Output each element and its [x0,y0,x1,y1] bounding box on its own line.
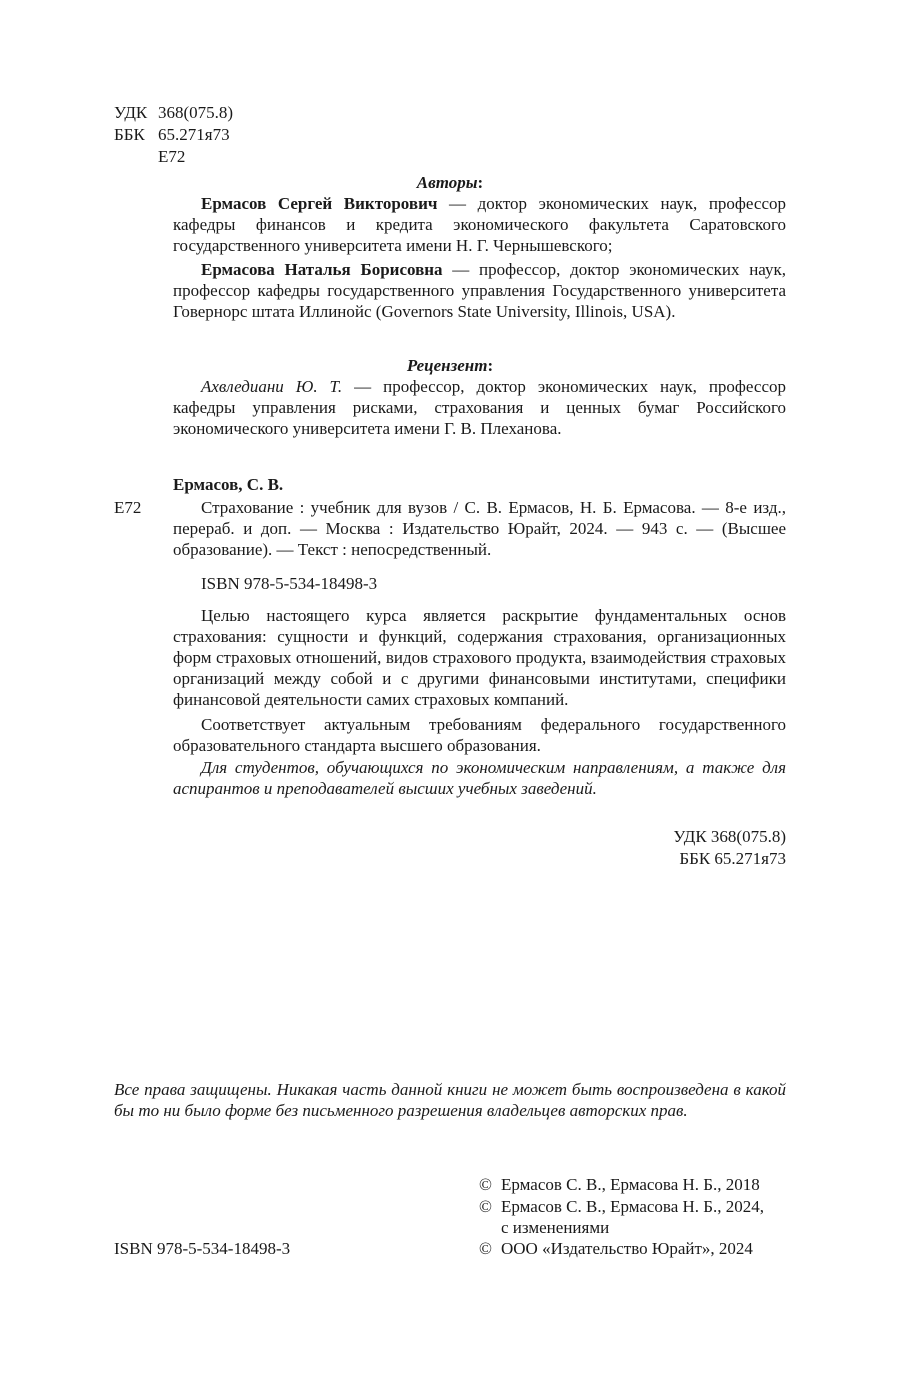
authors-heading [114,172,786,193]
catalog-isbn: ISBN 978-5-534-18498-3 [201,574,378,593]
reviewer-entry [173,376,786,439]
annotation-paragraph-1: Целью настоящего курса является раскрытие фундаментальных основ страхования: сущности и функций, содержания страхования, организационных форм страховых отношений, видов страхового продукта, взаимодействия страховых организаций между собой и с другими финансовыми институтами, специфики финансовой деятельности самих страховых компаний. [173,606,786,709]
copyright-line-1: Ермасов С. В., Ермасова Н. Б., 2018 [501,1175,760,1194]
bbk-label: ББК [114,125,145,144]
catalog-description: Страхование : учебник для вузов / С. В. Ермасов, Н. Б. Ермасова. — 8-е изд., перераб. и доп. — Москва : Издательство Юрайт, 2024. — 943 с. — (Высшее образование). — Текст : непосредственный. [173,498,786,559]
udk-value: 368(075.8) [158,103,234,122]
author-entry-2 [173,259,786,322]
annotation-paragraph-3: Для студентов, обучающихся по экономическим направлениям, а также для аспирантов и преподавателей высших учебных заведений. [173,758,786,798]
bottom-bbk: ББК 65.271я73 [679,849,786,868]
author-name-2: Ермасова Наталья Борисовна [201,260,443,279]
authors-heading-text: Авторы [416,173,478,192]
reviewer-heading-text: Рецензент [406,356,488,375]
authors-heading-colon: : [477,173,484,192]
copyright-symbol-2: © [479,1197,492,1216]
copyright-line-2: Ермасов С. В., Ермасова Н. Б., 2024, [501,1197,765,1216]
copyright-symbol-3: © [479,1239,492,1258]
bbk-value: 65.271я73 [158,125,230,144]
author-name-1: Ермасов Сергей Викторович [201,194,438,213]
reviewer-description: — профессор, доктор экономических наук, профессор кафедры управления рисками, страхования и ценных бумаг Российского экономического университета имени Г. В. Плеханова. [173,377,786,438]
annotation-paragraph-2: Соответствует актуальным требованиям федерального государственного образовательного стандарта высшего образования. [173,715,786,755]
author-description-2: — профессор, доктор экономических наук, профессор кафедры государственного управления Государственного университета Говернорс штата Иллинойс (Governors State University, Illinois, USA). [173,260,786,321]
author-mark: Е72 [158,147,186,166]
catalog-mark: Е72 [114,498,142,517]
reviewer-name: Ахвледиани Ю. Т. [201,377,343,396]
author-entry-1 [173,193,786,256]
copyright-symbol-1: © [479,1175,492,1194]
reviewer-heading-colon: : [487,356,494,375]
udk-label: УДК [114,103,148,122]
rights-notice: Все права защищены. Никакая часть данной книги не может быть воспроизведена в какой бы то ни было форме без письменного разрешения владельцев авторских прав. [114,1080,786,1120]
catalog-author-heading: Ермасов, С. В. [173,475,284,494]
reviewer-heading [114,355,786,376]
author-description-1: — доктор экономических наук, профессор кафедры финансов и кредита экономического факультета Саратовского государственного университета имени Н. Г. Чернышевского; [173,194,786,255]
copyright-line-3: ООО «Издательство Юрайт», 2024 [501,1239,753,1258]
copyright-line-2b: с изменениями [501,1218,610,1237]
footer-isbn: ISBN 978-5-534-18498-3 [114,1239,291,1258]
bottom-udk: УДК 368(075.8) [673,827,786,846]
